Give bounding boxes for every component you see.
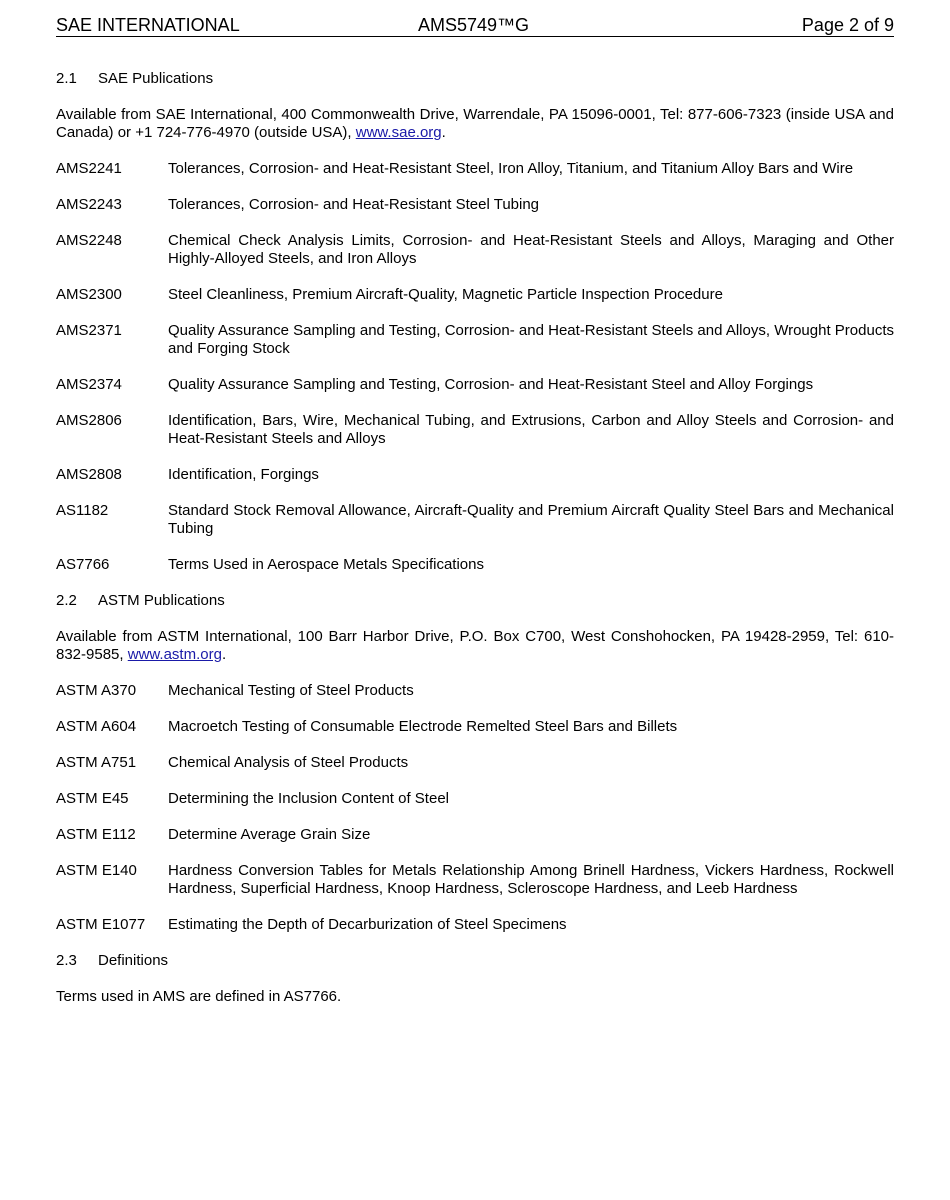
section-heading-definitions — [56, 952, 894, 970]
reference-item — [56, 286, 894, 304]
reference-title: Macroetch Testing of Consumable Electrode Remelted Steel Bars and Billets — [168, 718, 678, 735]
reference-code: AMS2808 — [56, 466, 122, 483]
reference-item — [56, 862, 894, 898]
reference-item — [56, 502, 894, 538]
section-heading-astm — [56, 592, 894, 610]
reference-title: Identification, Bars, Wire, Mechanical Tubing, and Extrusions, Carbon and Alloy Steels and Corrosion- and Heat-Resistant Steels and Alloys — [168, 412, 894, 447]
document-page — [56, 14, 894, 1006]
sae-availability-paragraph — [56, 106, 894, 142]
section-number: 2.2 — [56, 592, 77, 609]
reference-code: ASTM A370 — [56, 682, 137, 699]
header-page-number: Page 2 of 9 — [801, 15, 894, 35]
reference-title: Tolerances, Corrosion- and Heat-Resistant Steel, Iron Alloy, Titanium, and Titanium Alloy Bars and Wire — [168, 160, 854, 177]
section-title: ASTM Publications — [98, 592, 225, 609]
definitions-paragraph: Terms used in AMS are defined in AS7766. — [56, 988, 342, 1005]
reference-code: ASTM E1077 — [56, 916, 146, 933]
reference-item — [56, 412, 894, 448]
header-organization: SAE INTERNATIONAL — [56, 15, 240, 35]
reference-item — [56, 160, 894, 178]
reference-item — [56, 196, 894, 214]
reference-title: Terms Used in Aerospace Metals Specifications — [168, 556, 484, 573]
reference-item — [56, 556, 894, 574]
reference-title: Mechanical Testing of Steel Products — [168, 682, 414, 699]
reference-title: Hardness Conversion Tables for Metals Relationship Among Brinell Hardness, Vickers Hardness, Rockwell Hardness, Superficial Hardness, Knoop Hardness, Scleroscope Hardness, and Leeb Hardness — [168, 862, 894, 897]
section-number: 2.3 — [56, 952, 77, 969]
reference-code: ASTM E112 — [56, 826, 136, 843]
reference-code: ASTM E140 — [56, 862, 137, 879]
reference-title: Determining the Inclusion Content of Steel — [168, 790, 449, 807]
section-heading-sae — [56, 70, 894, 88]
sae-availability-text: Available from SAE International, 400 Commonwealth Drive, Warrendale, PA 15096-0001, Tel: 877-606-7323 (inside USA and Canada) or +1 724-776-4970 (outside USA), — [56, 106, 894, 141]
section-title: Definitions — [98, 952, 169, 969]
astm-website-link[interactable]: www.astm.org — [127, 646, 222, 663]
section-title: SAE Publications — [98, 70, 214, 87]
reference-item — [56, 322, 894, 358]
reference-code: AMS2248 — [56, 232, 122, 249]
reference-title: Chemical Analysis of Steel Products — [168, 754, 409, 771]
reference-item — [56, 376, 894, 394]
reference-code: AS1182 — [56, 502, 109, 519]
reference-code: ASTM E45 — [56, 790, 129, 807]
reference-item — [56, 790, 894, 808]
reference-code: AMS2300 — [56, 286, 122, 303]
reference-item — [56, 916, 894, 934]
reference-code: AMS2371 — [56, 322, 122, 339]
reference-title: Tolerances, Corrosion- and Heat-Resistant Steel Tubing — [168, 196, 540, 213]
reference-title: Standard Stock Removal Allowance, Aircraft-Quality and Premium Aircraft Quality Steel Bars and Mechanical Tubing — [168, 502, 894, 537]
reference-code: AS7766 — [56, 556, 110, 573]
reference-code: AMS2241 — [56, 160, 122, 177]
document-body — [56, 70, 894, 1006]
reference-item — [56, 466, 894, 484]
reference-title: Quality Assurance Sampling and Testing, Corrosion- and Heat-Resistant Steels and Alloys, Wrought Products and Forging Stock — [168, 322, 894, 357]
reference-code: ASTM A751 — [56, 754, 137, 771]
reference-item — [56, 826, 894, 844]
astm-availability-end: . — [221, 646, 227, 663]
sae-reference-list — [56, 160, 894, 574]
reference-code: ASTM A604 — [56, 718, 137, 735]
reference-title: Steel Cleanliness, Premium Aircraft-Quality, Magnetic Particle Inspection Procedure — [168, 286, 723, 303]
astm-availability-text: Available from ASTM International, 100 Barr Harbor Drive, P.O. Box C700, West Conshohocken, PA 19428-2959, Tel: 610-832-9585, — [56, 628, 894, 663]
reference-item — [56, 682, 894, 700]
reference-item — [56, 718, 894, 736]
page-header — [56, 14, 894, 37]
sae-website-link[interactable]: www.sae.org — [355, 124, 442, 141]
reference-code: AMS2374 — [56, 376, 122, 393]
reference-title: Quality Assurance Sampling and Testing, Corrosion- and Heat-Resistant Steel and Alloy Forgings — [168, 376, 814, 393]
section-number: 2.1 — [56, 70, 77, 87]
reference-item — [56, 232, 894, 268]
reference-title: Identification, Forgings — [168, 466, 319, 483]
reference-code: AMS2243 — [56, 196, 122, 213]
reference-title: Determine Average Grain Size — [168, 826, 371, 843]
header-document-id: AMS5749™G — [418, 15, 530, 35]
sae-availability-end: . — [441, 124, 446, 141]
astm-availability-paragraph — [56, 628, 894, 664]
reference-code: AMS2806 — [56, 412, 122, 429]
astm-reference-list — [56, 682, 894, 934]
reference-item — [56, 754, 894, 772]
reference-title: Chemical Check Analysis Limits, Corrosion- and Heat-Resistant Steels and Alloys, Maraging and Other Highly-Alloyed Steels, and Iron Alloys — [168, 232, 894, 267]
reference-title: Estimating the Depth of Decarburization of Steel Specimens — [168, 916, 567, 933]
